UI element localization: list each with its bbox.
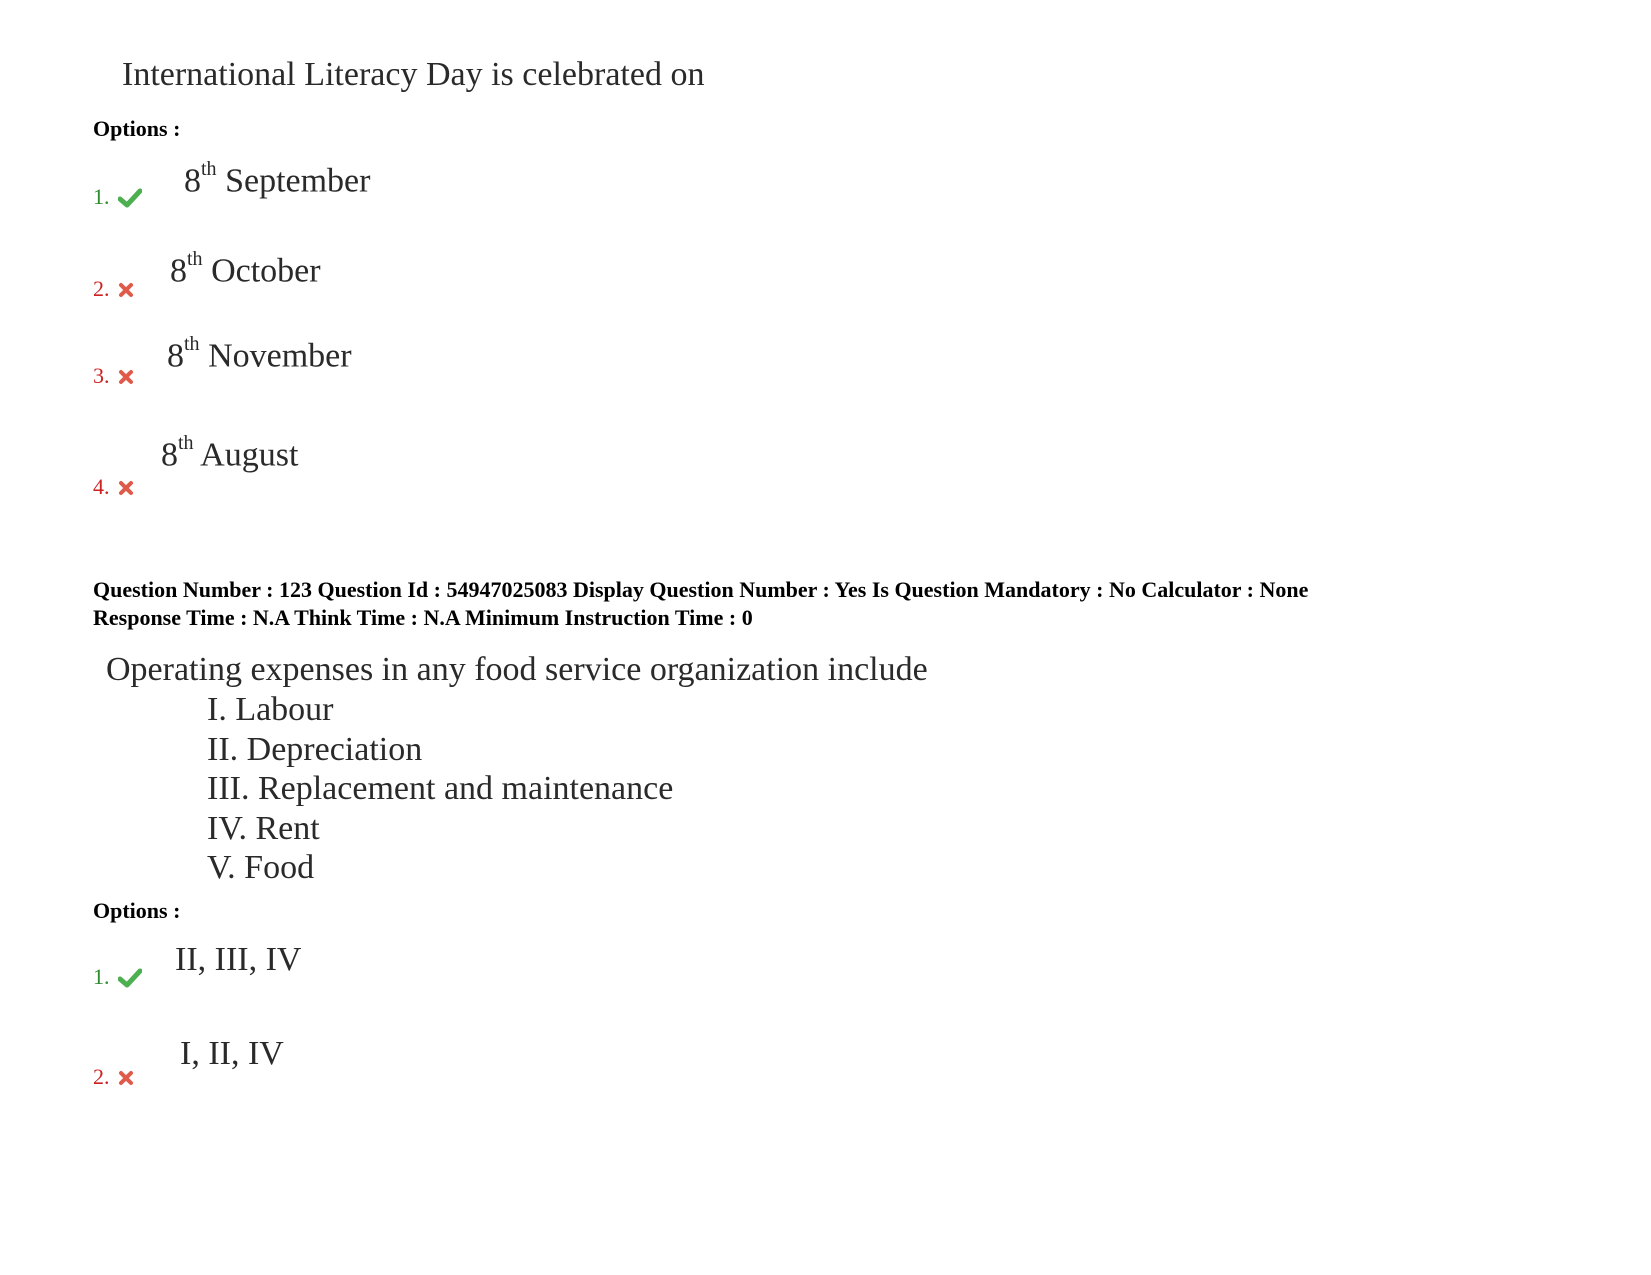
question-meta-line: Question Number : 123 Question Id : 54947025083 Display Question Number : Yes Is Question Mandatory : No Calculator : None [93, 577, 1309, 602]
option-marker [93, 474, 134, 501]
option-marker [93, 1064, 134, 1091]
option-text: 8th September [184, 158, 371, 200]
options-label: Options : [93, 116, 181, 141]
statement-item: I. Labour [207, 691, 334, 728]
statement-list [207, 690, 673, 888]
option-text: 8th August [161, 432, 299, 474]
option-marker [93, 363, 134, 390]
statement-item: II. Depreciation [207, 730, 423, 768]
cross-icon [118, 282, 134, 303]
option-number: 1. [93, 184, 110, 209]
option-text: I, II, IV [180, 1035, 284, 1072]
option-number: 2. [93, 1064, 110, 1089]
option-text: 8th November [167, 333, 352, 375]
question-meta-line: Response Time : N.A Think Time : N.A Minimum Instruction Time : 0 [93, 605, 753, 630]
check-icon [118, 188, 142, 213]
question-text: Operating expenses in any food service organization include [106, 651, 928, 688]
question-text: International Literacy Day is celebrated on [122, 56, 705, 93]
option-number: 3. [93, 363, 110, 388]
cross-icon [118, 369, 134, 390]
option-marker [93, 184, 142, 213]
option-text: II, III, IV [175, 941, 302, 978]
option-text: 8th October [170, 248, 321, 290]
option-number: 1. [93, 964, 110, 989]
question-meta [93, 576, 1308, 632]
statement-item: III. Replacement and maintenance [207, 770, 674, 807]
cross-icon [118, 480, 134, 501]
option-marker [93, 276, 134, 303]
cross-icon [118, 1070, 134, 1091]
statement-item: V. Food [207, 849, 315, 886]
check-icon [118, 968, 142, 993]
options-label: Options : [93, 898, 181, 923]
option-number: 2. [93, 276, 110, 301]
option-number: 4. [93, 474, 110, 499]
option-marker [93, 964, 142, 993]
statement-item: IV. Rent [207, 809, 320, 847]
